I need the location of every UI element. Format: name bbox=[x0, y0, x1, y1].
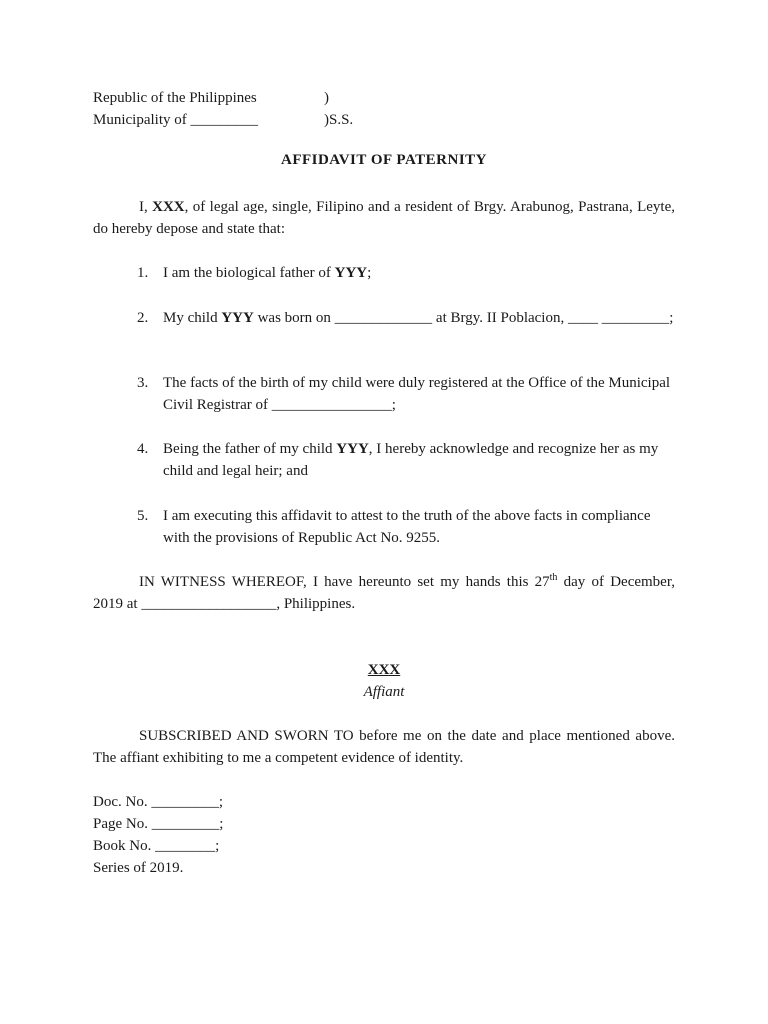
series: Series of 2019. bbox=[93, 860, 184, 876]
affiant-signature-block bbox=[0, 659, 768, 703]
caption-municipality: Municipality of _________ bbox=[93, 112, 258, 128]
witness-paragraph: IN WITNESS WHEREOF, I have hereunto set my hands this 27th day of December, 2019 at __________________, Philippines. bbox=[93, 572, 675, 612]
affiant-name: XXX bbox=[367, 662, 401, 678]
caption-ss: )S.S. bbox=[324, 112, 354, 128]
intro-paragraph: I, XXX, of legal age, single, Filipino and a resident of Brgy. Arabunog, Pastrana, Leyte, do hereby depose and state that: bbox=[93, 199, 675, 237]
document-title: AFFIDAVIT OF PATERNITY bbox=[280, 152, 488, 168]
caption-republic: Republic of the Philippines bbox=[93, 90, 257, 106]
caption-row-municipality bbox=[93, 109, 393, 131]
list-item: 1. I am the biological father of YYY; bbox=[137, 265, 372, 281]
page-no: Page No. _________; bbox=[93, 816, 224, 832]
caption-paren: ) bbox=[324, 90, 329, 106]
notarial-register bbox=[93, 791, 223, 879]
doc-no: Doc. No. _________; bbox=[93, 794, 223, 810]
affiant-role: Affiant bbox=[363, 684, 405, 700]
list-item: 5. I am executing this affidavit to attest to the truth of the above facts in compliance with the provisions of Republic Act No. 9255. bbox=[137, 508, 651, 546]
book-no: Book No. ________; bbox=[93, 838, 220, 854]
jurat-paragraph: SUBSCRIBED AND SWORN TO before me on the date and place mentioned above. The affiant exhibiting to me a competent evidence of identity. bbox=[93, 728, 675, 766]
venue-caption bbox=[93, 87, 393, 131]
list-item: 2. My child YYY was born on _____________ at Brgy. II Poblacion, ____ _________; bbox=[137, 310, 674, 326]
list-item: 3. The facts of the birth of my child were duly registered at the Office of the Municipal Civil Registrar of ________________; bbox=[137, 375, 671, 413]
affiant-name-inline: XXX bbox=[152, 199, 185, 215]
list-item: 4. Being the father of my child YYY, I hereby acknowledge and recognize her as my child and legal heir; and bbox=[137, 441, 659, 479]
caption-row-republic bbox=[93, 87, 393, 109]
